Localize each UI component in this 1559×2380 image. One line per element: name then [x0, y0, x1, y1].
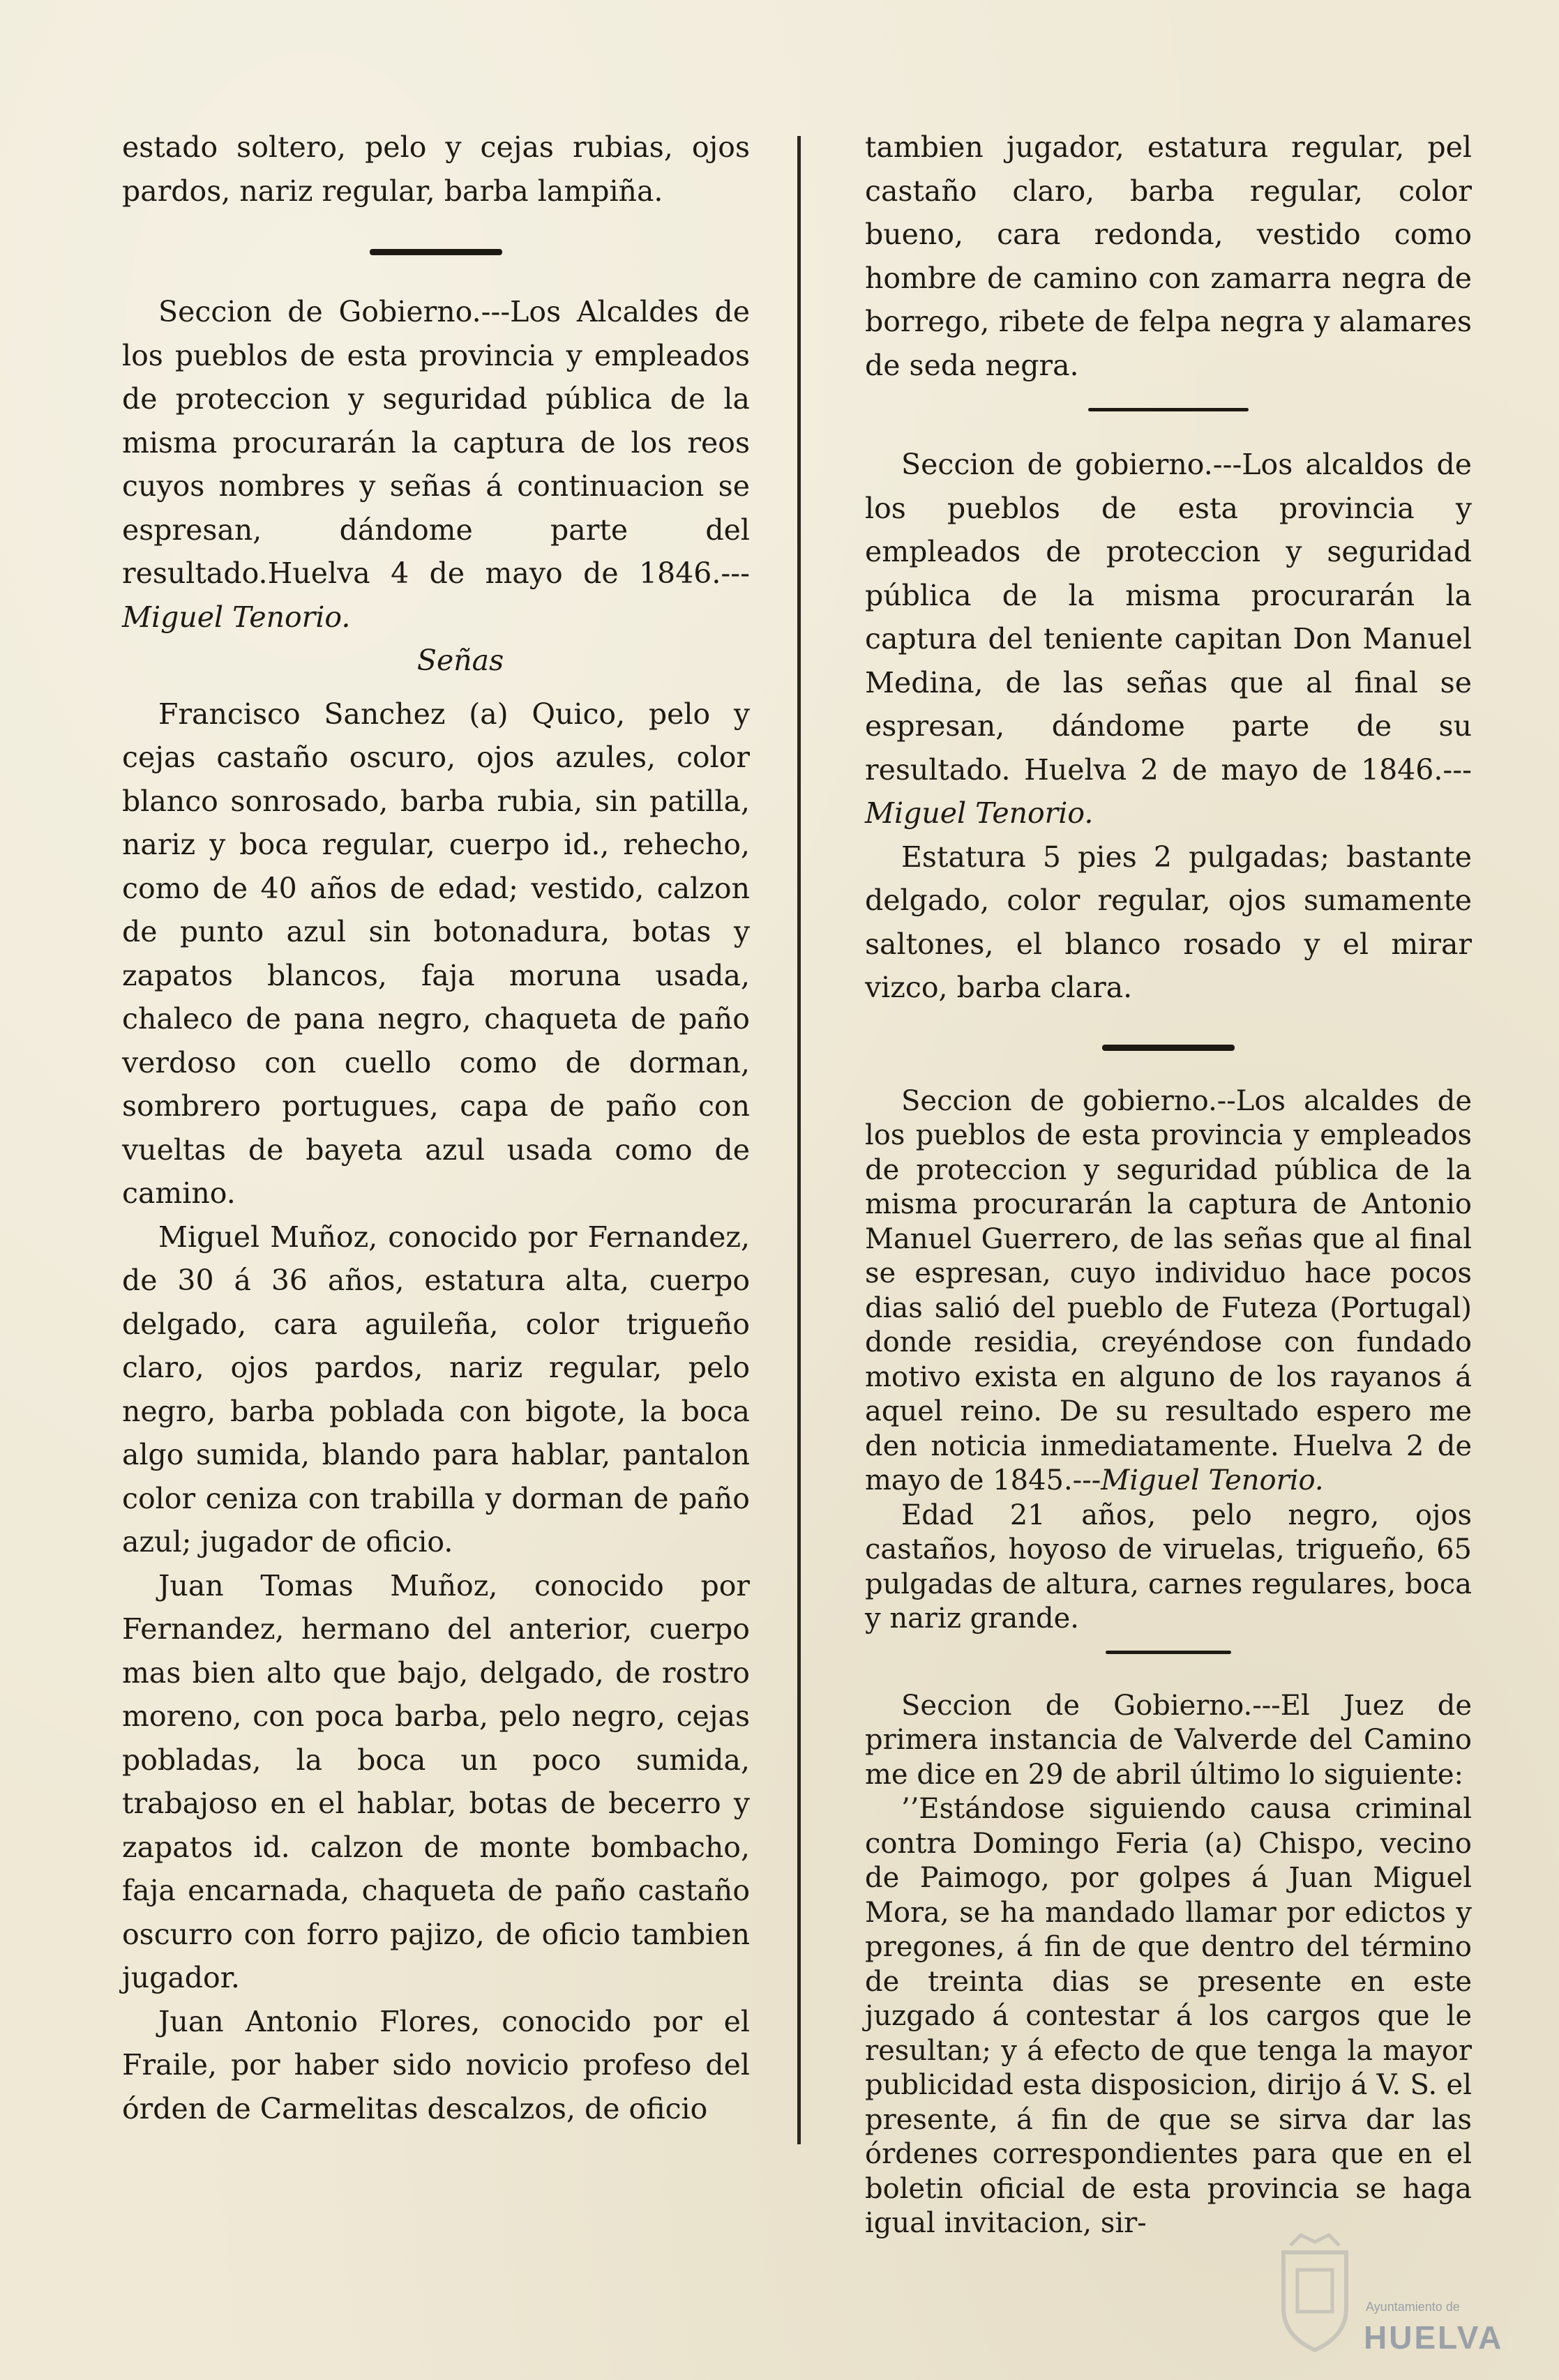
column-divider	[797, 136, 801, 2144]
section-divider	[1106, 1651, 1231, 1654]
watermark-huelva: HUELVA	[1364, 2319, 1504, 2356]
section-divider	[1102, 1045, 1235, 1051]
notice-gobierno-juez: Seccion de Gobierno.---El Juez de primera instancia de Valverde del Camino me dice en 29 de abril último lo siguiente:	[865, 1689, 1472, 1791]
notice-gobierno-medina: Seccion de gobierno.---Los alcaldos de los pueblos de esta provincia y empleados de proteccion y seguridad pública de la misma procurarán la captura del teniente capitan Don Manuel Medina, de las señas que al final se espresan, dándome parte de su resultado. Huelva 2 de mayo de 1846.---Miguel Tenorio.	[865, 448, 1472, 830]
notice-gobierno-1: Seccion de Gobierno.---Los Alcaldes de los pueblos de esta provincia y empleados de proteccion y seguridad pública de la misma procurarán la captura de los reos cuyos nombres y señas á continuacion se espresan, dándome parte del resultado.Huelva 4 de mayo de 1846.---Miguel Tenorio.	[122, 295, 750, 634]
right-column	[865, 126, 1472, 2241]
paragraph-continuation: estado soltero, pelo y cejas rubias, ojos pardos, nariz regular, barba lampiña.	[122, 130, 750, 208]
quoted-edict: ’’Estándose siguiendo causa criminal contra Domingo Feria (a) Chispo, vecino de Paimogo, por golpes á Juan Miguel Mora, se ha mandado llamar por edictos y pregones, á fin de que dentro del término de treinta dias se presente en este juzgado á contestar á los cargos que le resultan; y á efecto de que tenga la mayor publicidad esta disposicion, dirijo á V. S. el presente, á fin de que se sirva dar las órdenes correspondientes para que en el boletin oficial de esta provincia se haga igual invitacion, sir-	[865, 1793, 1472, 2239]
watermark-small-text: Ayuntamiento de	[1366, 2300, 1460, 2314]
description-juan-antonio-flores: Juan Antonio Flores, conocido por el Fraile, por haber sido novicio profeso del órden de Carmelitas descalzos, de oficio	[122, 2004, 750, 2125]
description-francisco-sanchez: Francisco Sanchez (a) Quico, pelo y cejas castaño oscuro, ojos azules, color blanco sonrosado, barba rubia, sin patilla, nariz y boca regular, cuerpo id., rehecho, como de 40 años de edad; vestido, calzon de punto azul sin botonadura, botas y zapatos blancos, faja moruna usada, chaleco de pana negro, chaqueta de paño verdoso con cuello como de dorman, sombrero portugues, capa de paño con vueltas de bayeta azul usada como de camino.	[122, 697, 750, 1210]
heading-senas: Señas	[416, 644, 504, 677]
signature: Miguel Tenorio.	[1101, 1464, 1324, 1496]
right-lower	[865, 1084, 1472, 2241]
description-manuel-medina: Estatura 5 pies 2 pulgadas; bastante delgado, color regular, ojos sumamente saltones, el blanco rosado y el mirar vizco, barba clara.	[865, 840, 1472, 1004]
description-antonio-guerrero: Edad 21 años, pelo negro, ojos castaños, hoyoso de viruelas, trigueño, 65 pulgadas de altura, carnes regulares, boca y nariz grande.	[865, 1499, 1472, 1635]
signature: Miguel Tenorio.	[865, 796, 1094, 830]
left-column	[122, 126, 750, 2130]
description-juan-tomas-munoz: Juan Tomas Muñoz, conocido por Fernandez, hermano del anterior, cuerpo mas bien alto que bajo, delgado, de rostro moreno, con poca barba, pelo negro, cejas pobladas, la boca un poco sumida, trabajoso en el hablar, botas de becerro y zapatos id. calzon de monte bombacho, faja encarnada, chaqueta de paño castaño oscurro con forro pajizo, de oficio tambien jugador.	[122, 1568, 750, 1994]
signature: Miguel Tenorio.	[122, 600, 351, 634]
right-upper	[865, 126, 1472, 1051]
section-divider	[1088, 408, 1249, 411]
paragraph-continuation-right: tambien jugador, estatura regular, pel castaño claro, barba regular, color bueno, cara redonda, vestido como hombre de camino con zamarra negra de borrego, ribete de felpa negra y alamares de seda negra.	[865, 130, 1472, 382]
description-miguel-munoz: Miguel Muñoz, conocido por Fernandez, de 30 á 36 años, estatura alta, cuerpo delgado, cara aguileña, color trigueño claro, ojos pardos, nariz regular, pelo negro, barba poblada con bigote, la boca algo sumida, blando para hablar, pantalon color ceniza con trabilla y dorman de paño azul; jugador de oficio.	[122, 1220, 750, 1559]
notice-gobierno-guerrero: Seccion de gobierno.--Los alcaldes de los pueblos de esta provincia y empleados de proteccion y seguridad pública de la misma procurarán la captura de Antonio Manuel Guerrero, de las señas que al final se espresan, cuyo individuo hace pocos dias salió del pueblo de Futeza (Portugal) donde residia, creyéndose con fundado motivo exista en alguno de los rayanos á aquel reino. De su resultado espero me den noticia inmediatamente. Huelva 2 de mayo de 1845.---Miguel Tenorio.	[865, 1084, 1472, 1496]
section-divider	[370, 249, 502, 255]
